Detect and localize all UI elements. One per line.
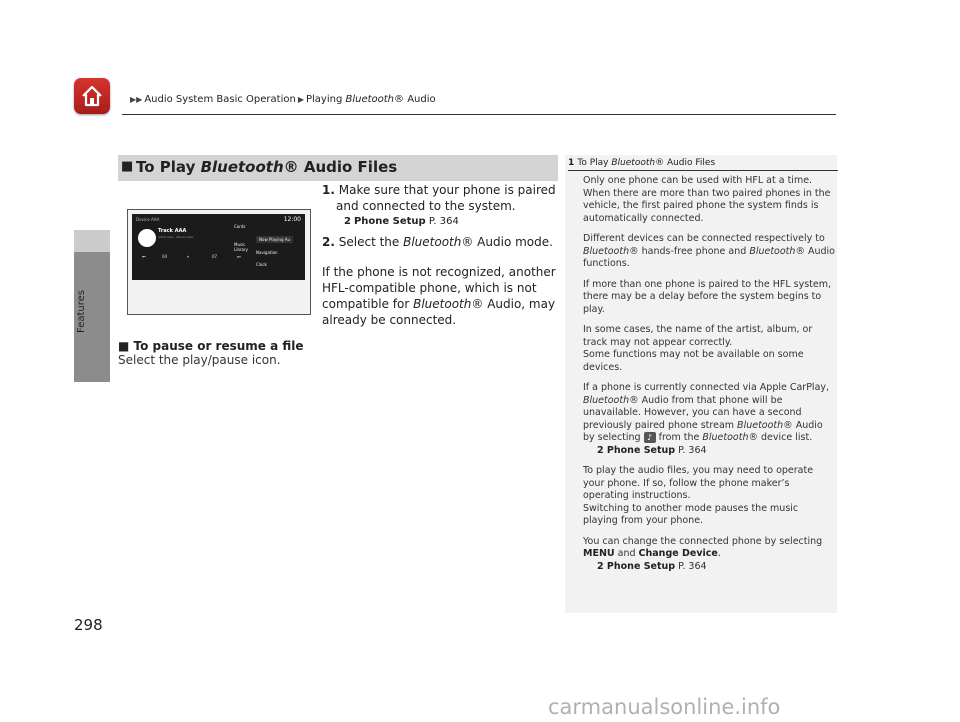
breadcrumb — [128, 94, 436, 105]
section-square-icon: ■ — [121, 159, 134, 174]
screen-device-label: Device AAA — [136, 217, 160, 222]
screen-menu-item: Navigation — [256, 250, 278, 255]
cross-reference[interactable] — [597, 445, 835, 458]
section-heading — [118, 155, 558, 181]
step-1 — [322, 182, 558, 214]
subsection-heading-text: To pause or resume a file — [133, 339, 304, 353]
note-text: ® Audio functions. — [583, 245, 835, 269]
breadcrumb-level2-italic[interactable]: Bluetooth — [345, 94, 395, 105]
note-text: Different devices can be connected respectively to — [583, 233, 825, 244]
note-text: You can change the connected phone by selecting — [583, 535, 823, 547]
prev-icon: ⏮ — [142, 254, 146, 259]
step-text-prefix: Select the — [338, 235, 404, 249]
reference-arrow-icon: 2 — [344, 216, 351, 227]
screen-menu-item: Now Playing Au — [256, 236, 293, 243]
reference-title[interactable]: Phone Setup — [353, 216, 426, 227]
step-number: 1. — [322, 183, 335, 197]
steps — [322, 182, 558, 328]
screen-time: 07 — [212, 254, 218, 259]
breadcrumb-level2-suffix[interactable]: ® Audio — [394, 94, 436, 105]
note-text: ® Audio by selecting — [583, 419, 823, 443]
step-number: 2. — [322, 235, 335, 249]
subsection-square-icon: ■ — [118, 339, 134, 353]
note-text: ® Audio from that phone will be unavailable. However, you can have a second previously paired phone stream — [583, 394, 802, 431]
breadcrumb-level1[interactable]: Audio System Basic Operation — [144, 94, 296, 105]
breadcrumb-arrow-icon: ▶▶ — [130, 95, 143, 104]
note-paragraph: Switching to another mode pauses the music playing from your phone. — [583, 502, 799, 526]
screen-time: 04 — [162, 254, 168, 259]
note-paragraph — [583, 536, 835, 561]
note-paragraph: Some functions may not be available on some devices. — [583, 349, 804, 373]
side-tab-marker — [74, 230, 110, 252]
note-text: . — [717, 548, 721, 559]
reference-page: P. 364 — [678, 560, 707, 572]
unrecognized-prefix: If the phone is not recognized, another HFL-compatible phone, which is not compatible for — [322, 265, 556, 311]
breadcrumb-arrow-icon: ▶ — [297, 95, 304, 104]
note-paragraph — [583, 233, 835, 271]
speaker-icon: ♪ — [644, 432, 656, 443]
step-text-suffix: ® Audio mode. — [461, 235, 553, 249]
reference-arrow-icon: 2 — [597, 444, 607, 456]
note-text: ® hands-free phone and — [629, 245, 750, 257]
screen-menu-item: Clock — [256, 262, 267, 267]
note-italic: Bluetooth — [749, 245, 796, 257]
note-text: In some cases, the name of the artist, album, or track may not appear correctly. — [583, 324, 813, 348]
note-flag-icon: 1 — [568, 158, 578, 168]
home-icon — [80, 84, 104, 108]
pause-icon: ⏸ — [187, 254, 189, 259]
screen-track: Track AAA — [158, 228, 187, 234]
note-title-prefix: To Play — [577, 158, 612, 168]
note-text: and — [614, 548, 639, 559]
screen-side-label: Library — [234, 247, 248, 252]
note-bold: Change Device — [638, 548, 718, 559]
side-note-body — [583, 175, 835, 573]
note-text: ® device list. — [748, 432, 813, 443]
step-text: Make sure that your phone is paired and connected to the system. — [336, 183, 556, 213]
note-title-italic: Bluetooth — [611, 158, 656, 168]
note-text: from the — [655, 432, 703, 443]
reference-arrow-icon: 2 — [597, 560, 607, 572]
side-tab-label: Features — [76, 290, 87, 333]
unrecognized-italic: Bluetooth — [413, 297, 472, 311]
note-paragraph: Only one phone can be used with HFL at a time. When there are more than two paired phones in the vehicle, the first paired phone the system finds is automatically connected. — [583, 175, 831, 224]
cross-reference[interactable] — [597, 561, 835, 574]
watermark: carmanualsonline.info — [548, 695, 781, 719]
section-heading-italic: Bluetooth — [200, 158, 284, 176]
section-heading-prefix: To Play — [136, 158, 201, 176]
screen-illustration — [127, 209, 311, 315]
audio-screen — [132, 214, 305, 280]
reference-title[interactable]: Phone Setup — [606, 444, 676, 456]
header-divider — [122, 114, 836, 115]
screen-side-label: Music — [234, 242, 246, 247]
breadcrumb-level2-prefix[interactable]: Playing — [305, 94, 346, 105]
bluetooth-icon — [138, 229, 156, 247]
note-paragraph — [583, 324, 835, 349]
note-italic: Bluetooth — [702, 432, 749, 443]
note-paragraph: If more than one phone is paired to the HFL system, there may be a delay before the system begins to play. — [583, 278, 831, 315]
screen-side-label: Cards — [234, 224, 246, 229]
note-bold: MENU — [583, 548, 615, 559]
note-paragraph: To play the audio files, you may need to operate your phone. If so, follow the phone maker’s operating instructions. — [583, 465, 814, 501]
side-note-title — [568, 158, 715, 168]
page-number: 298 — [74, 616, 103, 634]
note-italic: Bluetooth — [583, 394, 630, 406]
subsection-heading — [118, 339, 304, 353]
note-italic: Bluetooth — [737, 419, 784, 431]
note-italic: Bluetooth — [583, 245, 630, 257]
note-text: If a phone is currently connected via Apple CarPlay, — [583, 382, 830, 393]
unrecognized-suffix: ® Audio, may already be connected. — [322, 297, 556, 327]
subsection-body: Select the play/pause icon. — [118, 353, 281, 367]
step-2 — [322, 234, 558, 250]
cross-reference[interactable] — [344, 214, 558, 230]
unrecognized-paragraph — [322, 264, 558, 328]
screen-artist-album: Artist AAA · Album AAA — [158, 235, 194, 239]
reference-page: P. 364 — [428, 216, 459, 227]
screen-clock: 12:00 — [283, 216, 301, 223]
note-paragraph — [583, 382, 835, 445]
next-icon: ⏭ — [237, 254, 241, 259]
note-divider — [568, 170, 838, 171]
step-text-italic: Bluetooth — [403, 235, 462, 249]
home-button[interactable] — [74, 78, 110, 114]
reference-page: P. 364 — [678, 444, 707, 456]
note-title-suffix: ® Audio Files — [655, 158, 716, 168]
reference-title[interactable]: Phone Setup — [606, 560, 676, 572]
section-heading-suffix: ® Audio Files — [283, 158, 398, 176]
